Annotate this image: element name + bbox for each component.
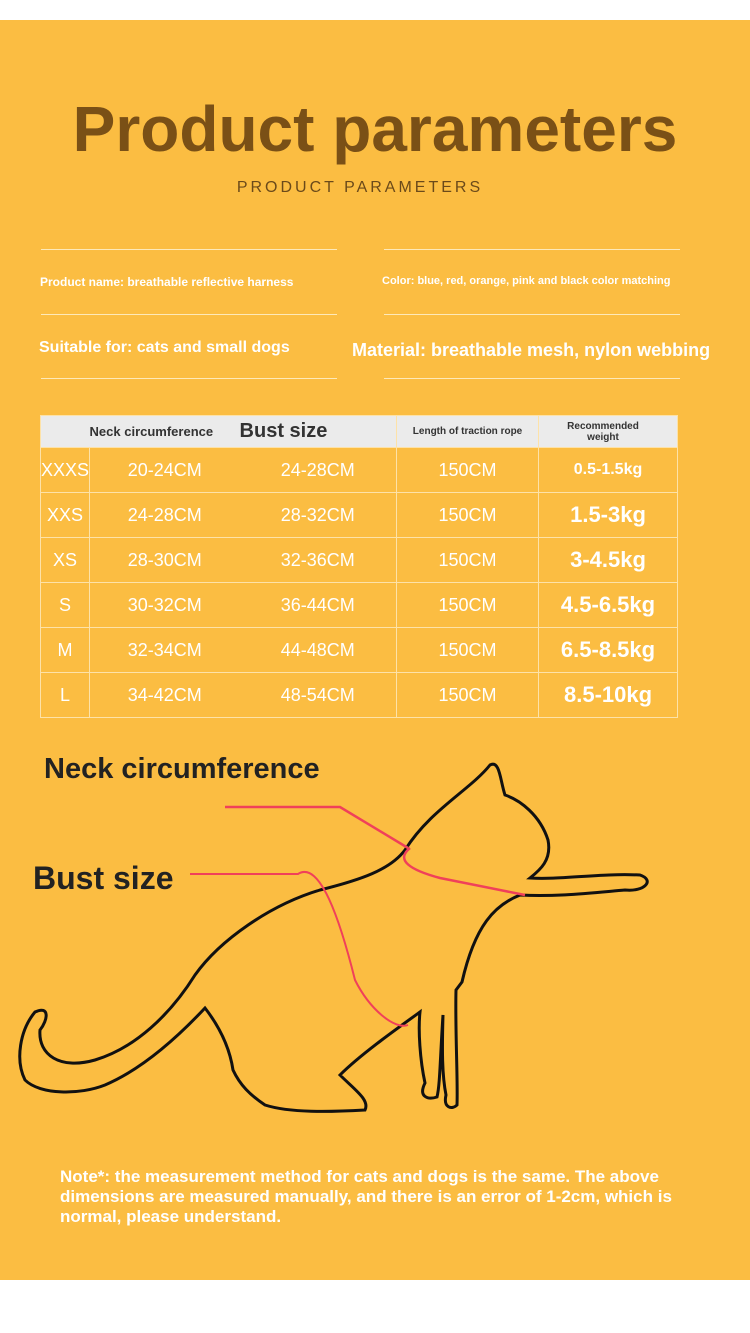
bust-cell: 24-28CM [240,448,397,493]
neck-cell: 20-24CM [90,448,240,493]
rope-cell: 150CM [397,493,539,538]
rope-cell: 150CM [397,448,539,493]
bust-cell: 36-44CM [240,583,397,628]
header-neck: Neck circumference [90,416,240,448]
weight-cell: 3-4.5kg [539,538,678,583]
bust-label: Bust size [33,860,174,896]
neck-cell: 30-32CM [90,583,240,628]
size-cell: L [41,673,90,718]
measurement-note: Note*: the measurement method for cats and dogs is the same. The above dimensions are measured manually, and there is an error of 1-2cm, which is normal, please understand. [60,1167,672,1226]
size-cell: XS [41,538,90,583]
header-weight: Recommended weight [539,416,678,448]
size-cell: S [41,583,90,628]
product-color: Color: blue, red, orange, pink and black color matching [382,275,671,287]
rope-cell: 150CM [397,538,539,583]
rope-cell: 150CM [397,673,539,718]
size-cell: XXS [41,493,90,538]
bust-measure-line [190,872,408,1026]
header-bust: Bust size [240,416,397,448]
neck-cell: 34-42CM [90,673,240,718]
product-name: Product name: breathable reflective harness [40,275,294,289]
rope-cell: 150CM [397,583,539,628]
bust-cell: 28-32CM [240,493,397,538]
neck-cell: 32-34CM [90,628,240,673]
neck-label: Neck circumference [44,753,320,785]
size-cell: XXXS [41,448,90,493]
bust-cell: 32-36CM [240,538,397,583]
page-title: Product parameters [72,93,678,165]
neck-cell: 28-30CM [90,538,240,583]
material: Material: breathable mesh, nylon webbing [352,340,711,360]
weight-cell: 6.5-8.5kg [539,628,678,673]
weight-cell: 0.5-1.5kg [539,448,678,493]
cat-outline [20,764,647,1111]
neck-measure-line [225,807,525,895]
bust-cell: 44-48CM [240,628,397,673]
header-rope: Length of traction rope [397,416,539,448]
weight-cell: 4.5-6.5kg [539,583,678,628]
bust-cell: 48-54CM [240,673,397,718]
rope-cell: 150CM [397,628,539,673]
suitable-for: Suitable for: cats and small dogs [39,339,290,356]
weight-cell: 8.5-10kg [539,673,678,718]
weight-cell: 1.5-3kg [539,493,678,538]
size-cell: M [41,628,90,673]
neck-cell: 24-28CM [90,493,240,538]
page-subtitle: PRODUCT PARAMETERS [236,179,484,196]
